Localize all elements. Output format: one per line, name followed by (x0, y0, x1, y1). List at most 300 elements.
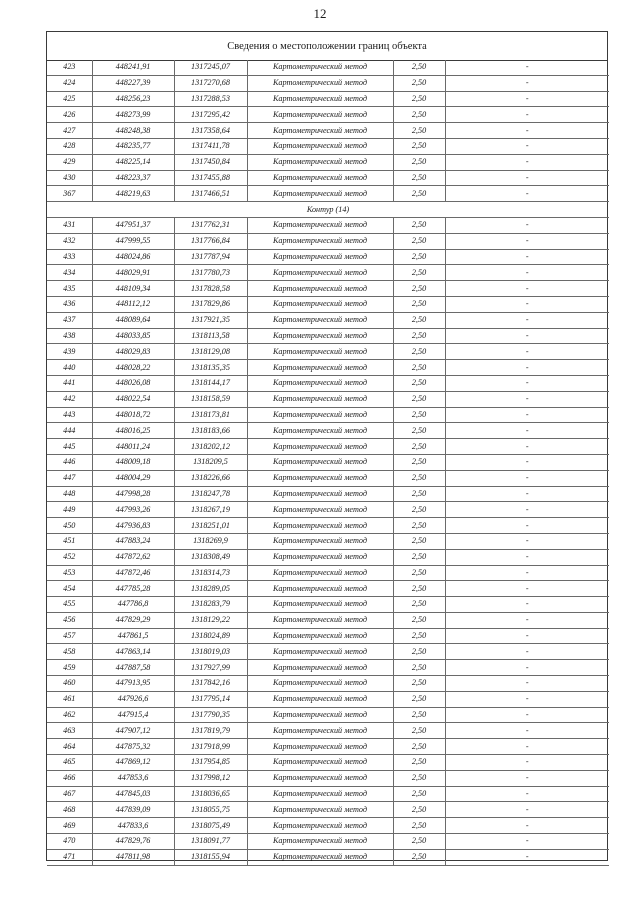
method-cell: Картометрический метод (247, 107, 393, 123)
point-number-cell: 451 (47, 533, 92, 549)
table-row (47, 834, 609, 850)
method-cell: Картометрический метод (247, 91, 393, 107)
x-coordinate-cell: 448235,77 (92, 138, 174, 154)
table-row (47, 739, 609, 755)
method-cell: Картометрический метод (247, 296, 393, 312)
x-coordinate-cell: 448227,39 (92, 75, 174, 91)
table-row (47, 296, 609, 312)
note-cell: - (445, 612, 609, 628)
note-cell: - (445, 518, 609, 534)
x-coordinate-cell: 447833,6 (92, 818, 174, 834)
method-cell: Картометрический метод (247, 755, 393, 771)
point-number-cell: 470 (47, 834, 92, 850)
y-coordinate-cell: 1318226,66 (174, 470, 247, 486)
x-coordinate-cell: 447907,12 (92, 723, 174, 739)
y-coordinate-cell: 1317411,78 (174, 138, 247, 154)
y-coordinate-cell: 1317795,14 (174, 691, 247, 707)
method-cell: Картометрический метод (247, 818, 393, 834)
table-row (47, 265, 609, 281)
y-coordinate-cell: 1317829,86 (174, 296, 247, 312)
point-number-cell: 458 (47, 644, 92, 660)
x-coordinate-cell: 447845,03 (92, 786, 174, 802)
note-cell: - (445, 375, 609, 391)
accuracy-cell: 2,50 (393, 439, 445, 455)
point-number-cell: 430 (47, 170, 92, 186)
note-cell: - (445, 328, 609, 344)
note-cell: - (445, 581, 609, 597)
point-number-cell: 460 (47, 676, 92, 692)
table-row (47, 91, 609, 107)
method-cell: Картометрический метод (247, 770, 393, 786)
point-number-cell: 441 (47, 375, 92, 391)
table-row (47, 123, 609, 139)
point-number-cell: 461 (47, 691, 92, 707)
table-row (47, 170, 609, 186)
point-number-cell: 469 (47, 818, 92, 834)
accuracy-cell: 2,50 (393, 502, 445, 518)
accuracy-cell: 2,50 (393, 660, 445, 676)
point-number-cell: 453 (47, 565, 92, 581)
note-cell: - (445, 533, 609, 549)
point-number-cell: 449 (47, 502, 92, 518)
method-cell: Картометрический метод (247, 644, 393, 660)
table-row (47, 786, 609, 802)
table-row (47, 407, 609, 423)
note-cell: - (445, 123, 609, 139)
accuracy-cell: 2,50 (393, 739, 445, 755)
method-cell: Картометрический метод (247, 170, 393, 186)
y-coordinate-cell: 1318251,01 (174, 518, 247, 534)
coordinates-table-body (47, 60, 609, 865)
point-number-cell: 446 (47, 454, 92, 470)
x-coordinate-cell: 447861,5 (92, 628, 174, 644)
note-cell: - (445, 217, 609, 233)
note-cell: - (445, 707, 609, 723)
point-number-cell: 427 (47, 123, 92, 139)
note-cell: - (445, 407, 609, 423)
y-coordinate-cell: 1317828,58 (174, 281, 247, 297)
y-coordinate-cell: 1318209,5 (174, 454, 247, 470)
y-coordinate-cell: 1318173,81 (174, 407, 247, 423)
x-coordinate-cell: 448223,37 (92, 170, 174, 186)
method-cell: Картометрический метод (247, 186, 393, 202)
x-coordinate-cell: 447786,8 (92, 597, 174, 613)
note-cell: - (445, 755, 609, 771)
table-row (47, 75, 609, 91)
accuracy-cell: 2,50 (393, 423, 445, 439)
point-number-cell: 433 (47, 249, 92, 265)
point-number-cell: 444 (47, 423, 92, 439)
y-coordinate-cell: 1317245,07 (174, 60, 247, 75)
point-number-cell: 428 (47, 138, 92, 154)
method-cell: Картометрический метод (247, 849, 393, 865)
x-coordinate-cell: 448089,64 (92, 312, 174, 328)
point-number-cell: 463 (47, 723, 92, 739)
x-coordinate-cell: 447872,62 (92, 549, 174, 565)
note-cell: - (445, 597, 609, 613)
x-coordinate-cell: 447883,24 (92, 533, 174, 549)
table-row (47, 233, 609, 249)
x-coordinate-cell: 448241,91 (92, 60, 174, 75)
method-cell: Картометрический метод (247, 676, 393, 692)
accuracy-cell: 2,50 (393, 107, 445, 123)
accuracy-cell: 2,50 (393, 249, 445, 265)
y-coordinate-cell: 1318269,9 (174, 533, 247, 549)
note-cell: - (445, 834, 609, 850)
method-cell: Картометрический метод (247, 233, 393, 249)
accuracy-cell: 2,50 (393, 138, 445, 154)
note-cell: - (445, 818, 609, 834)
x-coordinate-cell: 447872,46 (92, 565, 174, 581)
method-cell: Картометрический метод (247, 391, 393, 407)
note-cell: - (445, 723, 609, 739)
accuracy-cell: 2,50 (393, 533, 445, 549)
table-title: Сведения о местоположении границ объекта (47, 32, 607, 61)
y-coordinate-cell: 1318155,94 (174, 849, 247, 865)
method-cell: Картометрический метод (247, 691, 393, 707)
note-cell: - (445, 660, 609, 676)
table-row (47, 818, 609, 834)
table-row (47, 707, 609, 723)
accuracy-cell: 2,50 (393, 170, 445, 186)
x-coordinate-cell: 447926,6 (92, 691, 174, 707)
x-coordinate-cell: 448028,22 (92, 360, 174, 376)
method-cell: Картометрический метод (247, 739, 393, 755)
table-row (47, 628, 609, 644)
method-cell: Картометрический метод (247, 217, 393, 233)
point-number-cell: 452 (47, 549, 92, 565)
method-cell: Картометрический метод (247, 486, 393, 502)
table-row (47, 344, 609, 360)
point-number-cell: 435 (47, 281, 92, 297)
method-cell: Картометрический метод (247, 312, 393, 328)
x-coordinate-cell: 447993,26 (92, 502, 174, 518)
y-coordinate-cell: 1317270,68 (174, 75, 247, 91)
table-row (47, 138, 609, 154)
accuracy-cell: 2,50 (393, 786, 445, 802)
table-row (47, 439, 609, 455)
page-number: 12 (313, 6, 327, 21)
point-number-cell: 431 (47, 217, 92, 233)
note-cell: - (445, 154, 609, 170)
y-coordinate-cell: 1318129,08 (174, 344, 247, 360)
point-number-cell: 462 (47, 707, 92, 723)
table-row (47, 423, 609, 439)
point-number-cell: 436 (47, 296, 92, 312)
point-number-cell: 464 (47, 739, 92, 755)
table-row (47, 328, 609, 344)
x-coordinate-cell: 447951,37 (92, 217, 174, 233)
y-coordinate-cell: 1318183,66 (174, 423, 247, 439)
accuracy-cell: 2,50 (393, 597, 445, 613)
method-cell: Картометрический метод (247, 612, 393, 628)
table-row (47, 723, 609, 739)
note-cell: - (445, 786, 609, 802)
y-coordinate-cell: 1318247,78 (174, 486, 247, 502)
x-coordinate-cell: 447936,83 (92, 518, 174, 534)
point-number-cell: 443 (47, 407, 92, 423)
accuracy-cell: 2,50 (393, 565, 445, 581)
note-cell: - (445, 644, 609, 660)
table-row (47, 502, 609, 518)
y-coordinate-cell: 1318129,22 (174, 612, 247, 628)
y-coordinate-cell: 1318055,75 (174, 802, 247, 818)
note-cell: - (445, 249, 609, 265)
note-cell: - (445, 265, 609, 281)
method-cell: Картометрический метод (247, 786, 393, 802)
point-number-cell: 445 (47, 439, 92, 455)
table-row (47, 660, 609, 676)
note-cell: - (445, 60, 609, 75)
point-number-cell: 424 (47, 75, 92, 91)
y-coordinate-cell: 1317819,79 (174, 723, 247, 739)
table-row (47, 375, 609, 391)
x-coordinate-cell: 447913,95 (92, 676, 174, 692)
y-coordinate-cell: 1317455,88 (174, 170, 247, 186)
accuracy-cell: 2,50 (393, 344, 445, 360)
table-row (47, 581, 609, 597)
point-number-cell: 456 (47, 612, 92, 628)
point-number-cell: 439 (47, 344, 92, 360)
point-number-cell: 468 (47, 802, 92, 818)
method-cell: Картометрический метод (247, 281, 393, 297)
x-coordinate-cell: 448273,99 (92, 107, 174, 123)
method-cell: Картометрический метод (247, 723, 393, 739)
x-coordinate-cell: 448016,25 (92, 423, 174, 439)
note-cell: - (445, 628, 609, 644)
method-cell: Картометрический метод (247, 138, 393, 154)
accuracy-cell: 2,50 (393, 628, 445, 644)
table-row (47, 676, 609, 692)
accuracy-cell: 2,50 (393, 233, 445, 249)
method-cell: Картометрический метод (247, 802, 393, 818)
method-cell: Картометрический метод (247, 375, 393, 391)
point-number-cell: 455 (47, 597, 92, 613)
x-coordinate-cell: 447839,09 (92, 802, 174, 818)
point-number-cell: 426 (47, 107, 92, 123)
table-row (47, 154, 609, 170)
accuracy-cell: 2,50 (393, 770, 445, 786)
x-coordinate-cell: 447863,14 (92, 644, 174, 660)
x-coordinate-cell: 448033,85 (92, 328, 174, 344)
y-coordinate-cell: 1318144,17 (174, 375, 247, 391)
table-row (47, 644, 609, 660)
accuracy-cell: 2,50 (393, 407, 445, 423)
note-cell: - (445, 502, 609, 518)
x-coordinate-cell: 447875,32 (92, 739, 174, 755)
y-coordinate-cell: 1317295,42 (174, 107, 247, 123)
method-cell: Картометрический метод (247, 549, 393, 565)
table-row (47, 470, 609, 486)
table-row (47, 565, 609, 581)
table-row (47, 454, 609, 470)
accuracy-cell: 2,50 (393, 75, 445, 91)
method-cell: Картометрический метод (247, 407, 393, 423)
x-coordinate-cell: 448024,86 (92, 249, 174, 265)
y-coordinate-cell: 1318024,89 (174, 628, 247, 644)
note-cell: - (445, 549, 609, 565)
method-cell: Картометрический метод (247, 360, 393, 376)
table-row (47, 770, 609, 786)
accuracy-cell: 2,50 (393, 802, 445, 818)
x-coordinate-cell: 448022,54 (92, 391, 174, 407)
y-coordinate-cell: 1318314,73 (174, 565, 247, 581)
method-cell: Картометрический метод (247, 660, 393, 676)
accuracy-cell: 2,50 (393, 612, 445, 628)
y-coordinate-cell: 1317288,53 (174, 91, 247, 107)
method-cell: Картометрический метод (247, 249, 393, 265)
x-coordinate-cell: 448248,38 (92, 123, 174, 139)
point-number-cell: 471 (47, 849, 92, 865)
accuracy-cell: 2,50 (393, 312, 445, 328)
y-coordinate-cell: 1317787,94 (174, 249, 247, 265)
x-coordinate-cell: 447853,6 (92, 770, 174, 786)
method-cell: Картометрический метод (247, 470, 393, 486)
accuracy-cell: 2,50 (393, 123, 445, 139)
table-row (47, 849, 609, 865)
accuracy-cell: 2,50 (393, 91, 445, 107)
accuracy-cell: 2,50 (393, 676, 445, 692)
table-row (47, 802, 609, 818)
accuracy-cell: 2,50 (393, 486, 445, 502)
table-row (47, 249, 609, 265)
x-coordinate-cell: 448018,72 (92, 407, 174, 423)
contour-header-row (47, 202, 609, 218)
note-cell: - (445, 439, 609, 455)
y-coordinate-cell: 1318135,35 (174, 360, 247, 376)
y-coordinate-cell: 1318036,65 (174, 786, 247, 802)
y-coordinate-cell: 1318113,58 (174, 328, 247, 344)
point-number-cell: 459 (47, 660, 92, 676)
table-row (47, 691, 609, 707)
method-cell: Картометрический метод (247, 123, 393, 139)
x-coordinate-cell: 447998,28 (92, 486, 174, 502)
point-number-cell: 423 (47, 60, 92, 75)
y-coordinate-cell: 1318158,59 (174, 391, 247, 407)
y-coordinate-cell: 1317954,85 (174, 755, 247, 771)
y-coordinate-cell: 1318075,49 (174, 818, 247, 834)
table-row (47, 755, 609, 771)
accuracy-cell: 2,50 (393, 217, 445, 233)
point-number-cell: 467 (47, 786, 92, 802)
accuracy-cell: 2,50 (393, 707, 445, 723)
table-row (47, 360, 609, 376)
y-coordinate-cell: 1318283,79 (174, 597, 247, 613)
accuracy-cell: 2,50 (393, 755, 445, 771)
accuracy-cell: 2,50 (393, 470, 445, 486)
x-coordinate-cell: 448225,14 (92, 154, 174, 170)
point-number-cell: 465 (47, 755, 92, 771)
x-coordinate-cell: 448026,08 (92, 375, 174, 391)
note-cell: - (445, 186, 609, 202)
y-coordinate-cell: 1317921,35 (174, 312, 247, 328)
point-number-cell: 447 (47, 470, 92, 486)
accuracy-cell: 2,50 (393, 296, 445, 312)
note-cell: - (445, 739, 609, 755)
note-cell: - (445, 107, 609, 123)
y-coordinate-cell: 1318202,12 (174, 439, 247, 455)
point-number-cell: 454 (47, 581, 92, 597)
y-coordinate-cell: 1318267,19 (174, 502, 247, 518)
note-cell: - (445, 391, 609, 407)
note-cell: - (445, 281, 609, 297)
accuracy-cell: 2,50 (393, 849, 445, 865)
accuracy-cell: 2,50 (393, 581, 445, 597)
y-coordinate-cell: 1317450,84 (174, 154, 247, 170)
y-coordinate-cell: 1317927,99 (174, 660, 247, 676)
x-coordinate-cell: 447811,98 (92, 849, 174, 865)
contour-label: Контур (14) (47, 202, 609, 218)
point-number-cell: 425 (47, 91, 92, 107)
x-coordinate-cell: 447887,58 (92, 660, 174, 676)
y-coordinate-cell: 1318308,49 (174, 549, 247, 565)
method-cell: Картометрический метод (247, 439, 393, 455)
accuracy-cell: 2,50 (393, 723, 445, 739)
note-cell: - (445, 360, 609, 376)
table-row (47, 391, 609, 407)
note-cell: - (445, 138, 609, 154)
y-coordinate-cell: 1317842,16 (174, 676, 247, 692)
note-cell: - (445, 770, 609, 786)
point-number-cell: 442 (47, 391, 92, 407)
x-coordinate-cell: 448029,91 (92, 265, 174, 281)
note-cell: - (445, 691, 609, 707)
x-coordinate-cell: 448029,83 (92, 344, 174, 360)
table-row (47, 107, 609, 123)
table-row (47, 549, 609, 565)
accuracy-cell: 2,50 (393, 644, 445, 660)
method-cell: Картометрический метод (247, 628, 393, 644)
note-cell: - (445, 486, 609, 502)
method-cell: Картометрический метод (247, 597, 393, 613)
point-number-cell: 367 (47, 186, 92, 202)
accuracy-cell: 2,50 (393, 360, 445, 376)
x-coordinate-cell: 448011,24 (92, 439, 174, 455)
method-cell: Картометрический метод (247, 518, 393, 534)
table-row (47, 281, 609, 297)
y-coordinate-cell: 1318091,77 (174, 834, 247, 850)
table-row (47, 60, 609, 75)
y-coordinate-cell: 1317766,84 (174, 233, 247, 249)
accuracy-cell: 2,50 (393, 518, 445, 534)
point-number-cell: 434 (47, 265, 92, 281)
x-coordinate-cell: 448112,12 (92, 296, 174, 312)
method-cell: Картометрический метод (247, 328, 393, 344)
x-coordinate-cell: 447999,55 (92, 233, 174, 249)
y-coordinate-cell: 1318019,03 (174, 644, 247, 660)
table-row (47, 312, 609, 328)
point-number-cell: 466 (47, 770, 92, 786)
point-number-cell: 448 (47, 486, 92, 502)
method-cell: Картометрический метод (247, 533, 393, 549)
note-cell: - (445, 849, 609, 865)
accuracy-cell: 2,50 (393, 691, 445, 707)
method-cell: Картометрический метод (247, 565, 393, 581)
accuracy-cell: 2,50 (393, 265, 445, 281)
table-row (47, 518, 609, 534)
point-number-cell: 432 (47, 233, 92, 249)
accuracy-cell: 2,50 (393, 818, 445, 834)
x-coordinate-cell: 447829,76 (92, 834, 174, 850)
note-cell: - (445, 233, 609, 249)
method-cell: Картометрический метод (247, 502, 393, 518)
x-coordinate-cell: 447829,29 (92, 612, 174, 628)
method-cell: Картометрический метод (247, 60, 393, 75)
point-number-cell: 440 (47, 360, 92, 376)
method-cell: Картометрический метод (247, 265, 393, 281)
note-cell: - (445, 75, 609, 91)
note-cell: - (445, 296, 609, 312)
